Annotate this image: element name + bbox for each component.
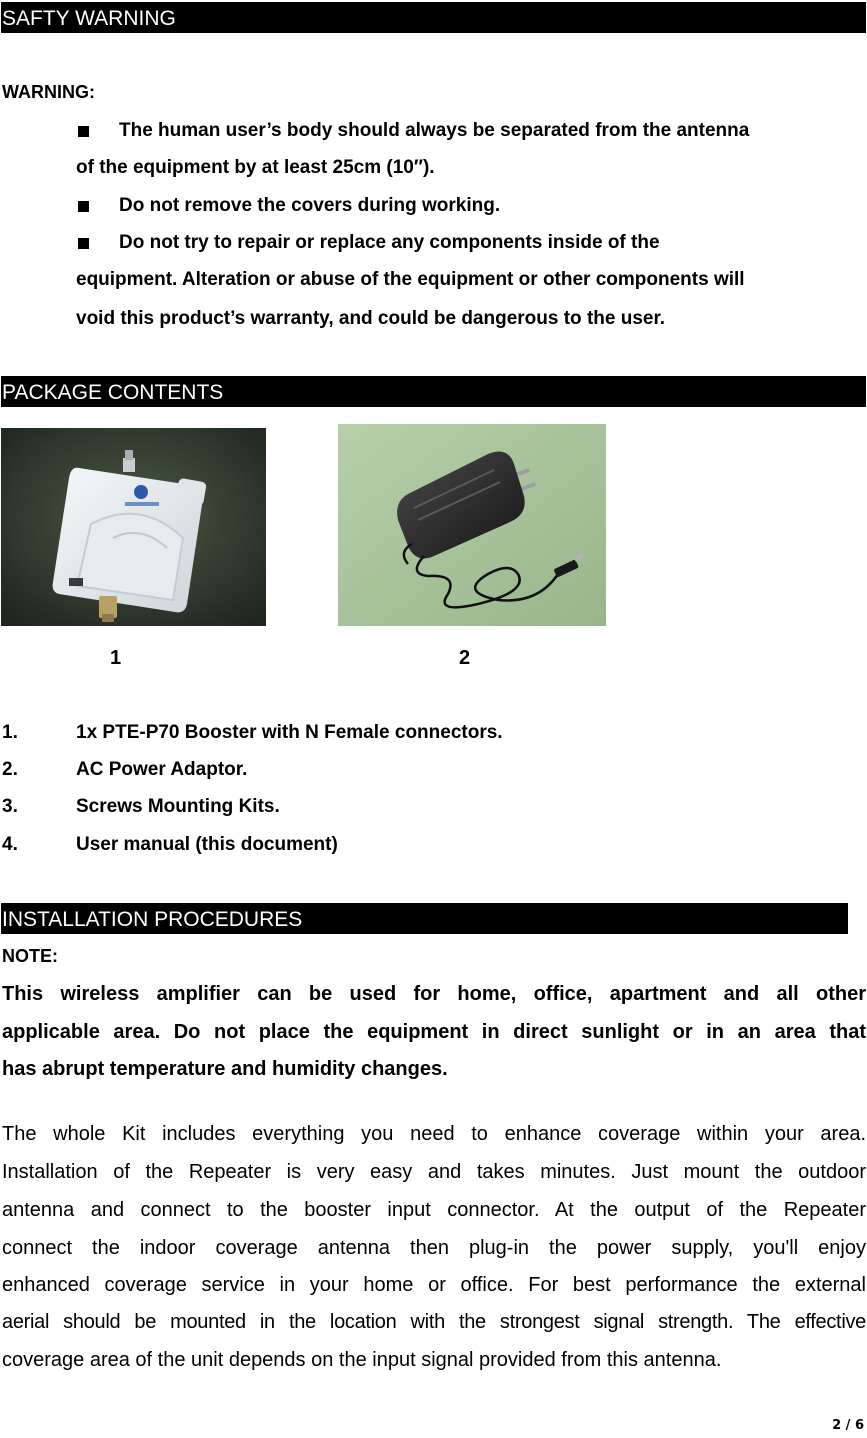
body-line: The whole Kit includes everything you need to enhance coverage within your area.	[2, 1123, 866, 1145]
package-item-text: User manual (this document)	[76, 834, 338, 855]
installation-heading: INSTALLATION PROCEDURES	[1, 903, 848, 934]
package-item-number: 2.	[2, 759, 18, 780]
note-line: applicable area. Do not place the equipment in direct sunlight or in an area that	[2, 1021, 866, 1043]
safety-heading: SAFTY WARNING	[1, 2, 866, 33]
warning-bullet-1-line2: of the equipment by at least 25cm (10″).	[76, 157, 435, 178]
package-item-number: 3.	[2, 796, 18, 817]
note-line: This wireless amplifier can be used for home, office, apartment and all other	[2, 983, 866, 1005]
warning-bullet-3-line1: Do not try to repair or replace any components inside of the	[119, 232, 660, 253]
package-heading: PACKAGE CONTENTS	[1, 376, 866, 407]
package-item-text: 1x PTE-P70 Booster with N Female connectors.	[76, 722, 503, 743]
package-item-text: Screws Mounting Kits.	[76, 796, 280, 817]
warning-bullet-1-line1: The human user’s body should always be separated from the antenna	[119, 120, 750, 141]
package-item-number: 4.	[2, 834, 18, 855]
body-line: enhanced coverage service in your home or office. For best performance the external	[2, 1274, 866, 1296]
page-number: 2 / 6	[832, 1418, 864, 1433]
warning-bullet-3-line3: void this product’s warranty, and could be dangerous to the user.	[76, 308, 666, 329]
body-line: aerial should be mounted in the location with the strongest signal strength. The effective	[2, 1311, 866, 1333]
package-item-text: AC Power Adaptor.	[76, 759, 248, 780]
warning-bullet-3-line2: equipment. Alteration or abuse of the equipment or other components will	[76, 269, 745, 290]
body-line: Installation of the Repeater is very easy and takes minutes. Just mount the outdoor	[2, 1161, 866, 1183]
package-item-number: 1.	[2, 722, 18, 743]
note-line: has abrupt temperature and humidity changes.	[2, 1058, 448, 1080]
note-label: NOTE:	[2, 946, 58, 966]
warning-label: WARNING:	[2, 82, 95, 102]
square-bullet-icon	[78, 126, 89, 137]
body-line: connect the indoor coverage antenna then plug-in the power supply, you'll enjoy	[2, 1237, 866, 1259]
warning-bullet-2-line1: Do not remove the covers during working.	[119, 195, 501, 216]
body-line: antenna and connect to the booster input connector. At the output of the Repeater	[2, 1199, 866, 1221]
square-bullet-icon	[78, 201, 89, 212]
body-line: coverage area of the unit depends on the input signal provided from this antenna.	[2, 1349, 722, 1371]
booster-photo	[1, 428, 266, 626]
photo-caption-2: 2	[459, 647, 471, 669]
power-adaptor-photo	[338, 424, 606, 626]
photo-caption-1: 1	[110, 647, 122, 669]
square-bullet-icon	[78, 238, 89, 249]
